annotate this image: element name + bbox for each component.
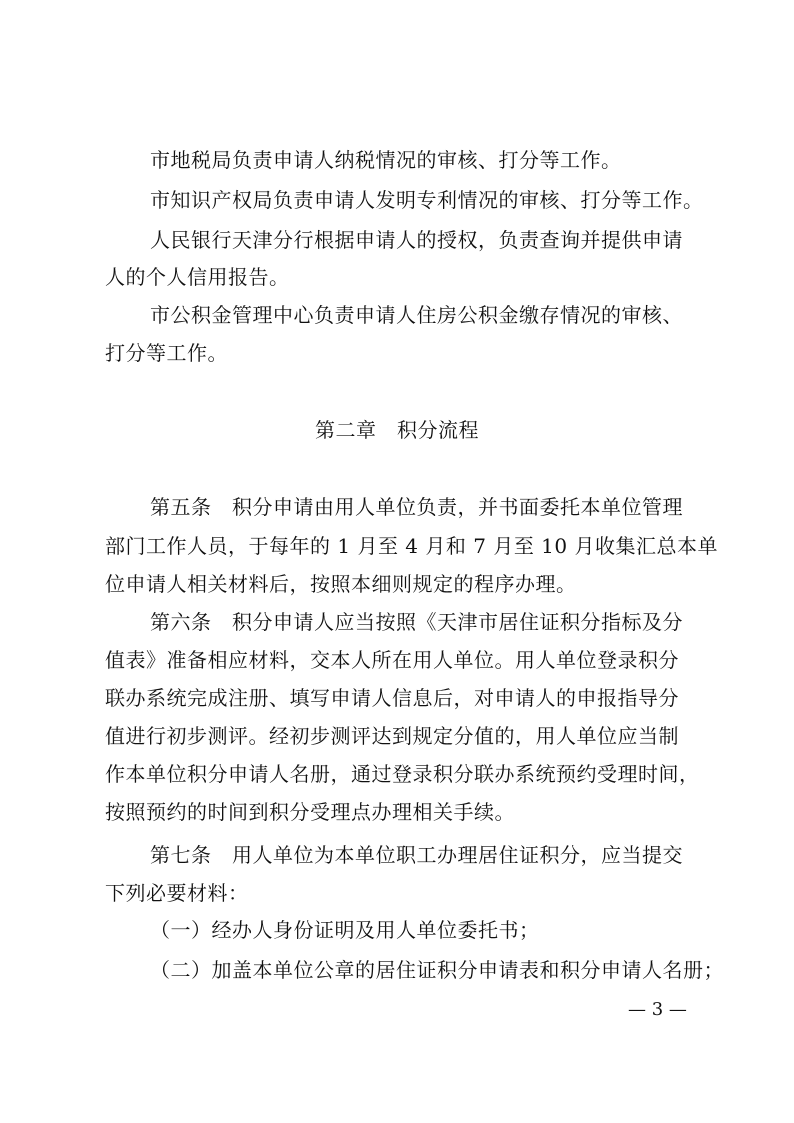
paragraph-line: 市公积金管理中心负责申请人住房公积金缴存情况的审核、 (150, 303, 683, 327)
paragraph-line: 人民银行天津分行根据申请人的授权，负责查询并提供申请 (150, 228, 683, 252)
paragraph-line: 第五条 积分申请由用人单位负责，并书面委托本单位管理 (150, 495, 683, 519)
list-item: （一）经办人身份证明及用人单位委托书； (150, 918, 540, 942)
paragraph-line: 联办系统完成注册、填写申请人信息后，对申请人的申报指导分 (105, 686, 679, 710)
paragraph-line: 位申请人相关材料后，按照本细则规定的程序办理。 (105, 572, 577, 596)
paragraph-line: 按照预约的时间到积分受理点办理相关手续。 (105, 800, 515, 824)
paragraph-line: 部门工作人员，于每年的 1 月至 4 月和 7 月至 10 月收集汇总本单 (105, 534, 718, 558)
paragraph-line: 作本单位积分申请人名册，通过登录积分联办系统预约受理时间， (105, 762, 700, 786)
paragraph-line: 值表》准备相应材料，交本人所在用人单位。用人单位登录积分 (105, 648, 679, 672)
paragraph-line: 市知识产权局负责申请人发明专利情况的审核、打分等工作。 (150, 188, 704, 212)
page-number: — 3 — (628, 999, 687, 1020)
paragraph-line: 第六条 积分申请人应当按照《天津市居住证积分指标及分 (150, 610, 683, 634)
paragraph-line: 下列必要材料： (105, 881, 249, 905)
paragraph-line: 市地税局负责申请人纳税情况的审核、打分等工作。 (150, 148, 622, 172)
paragraph-line: 打分等工作。 (105, 341, 228, 365)
paragraph-line: 人的个人信用报告。 (105, 265, 290, 289)
chapter-heading: 第二章 积分流程 (315, 418, 479, 442)
list-item: （二）加盖本单位公章的居住证积分申请表和积分申请人名册； (150, 958, 724, 982)
paragraph-line: 第七条 用人单位为本单位职工办理居住证积分，应当提交 (150, 843, 683, 867)
paragraph-line: 值进行初步测评。经初步测评达到规定分值的，用人单位应当制 (105, 724, 679, 748)
